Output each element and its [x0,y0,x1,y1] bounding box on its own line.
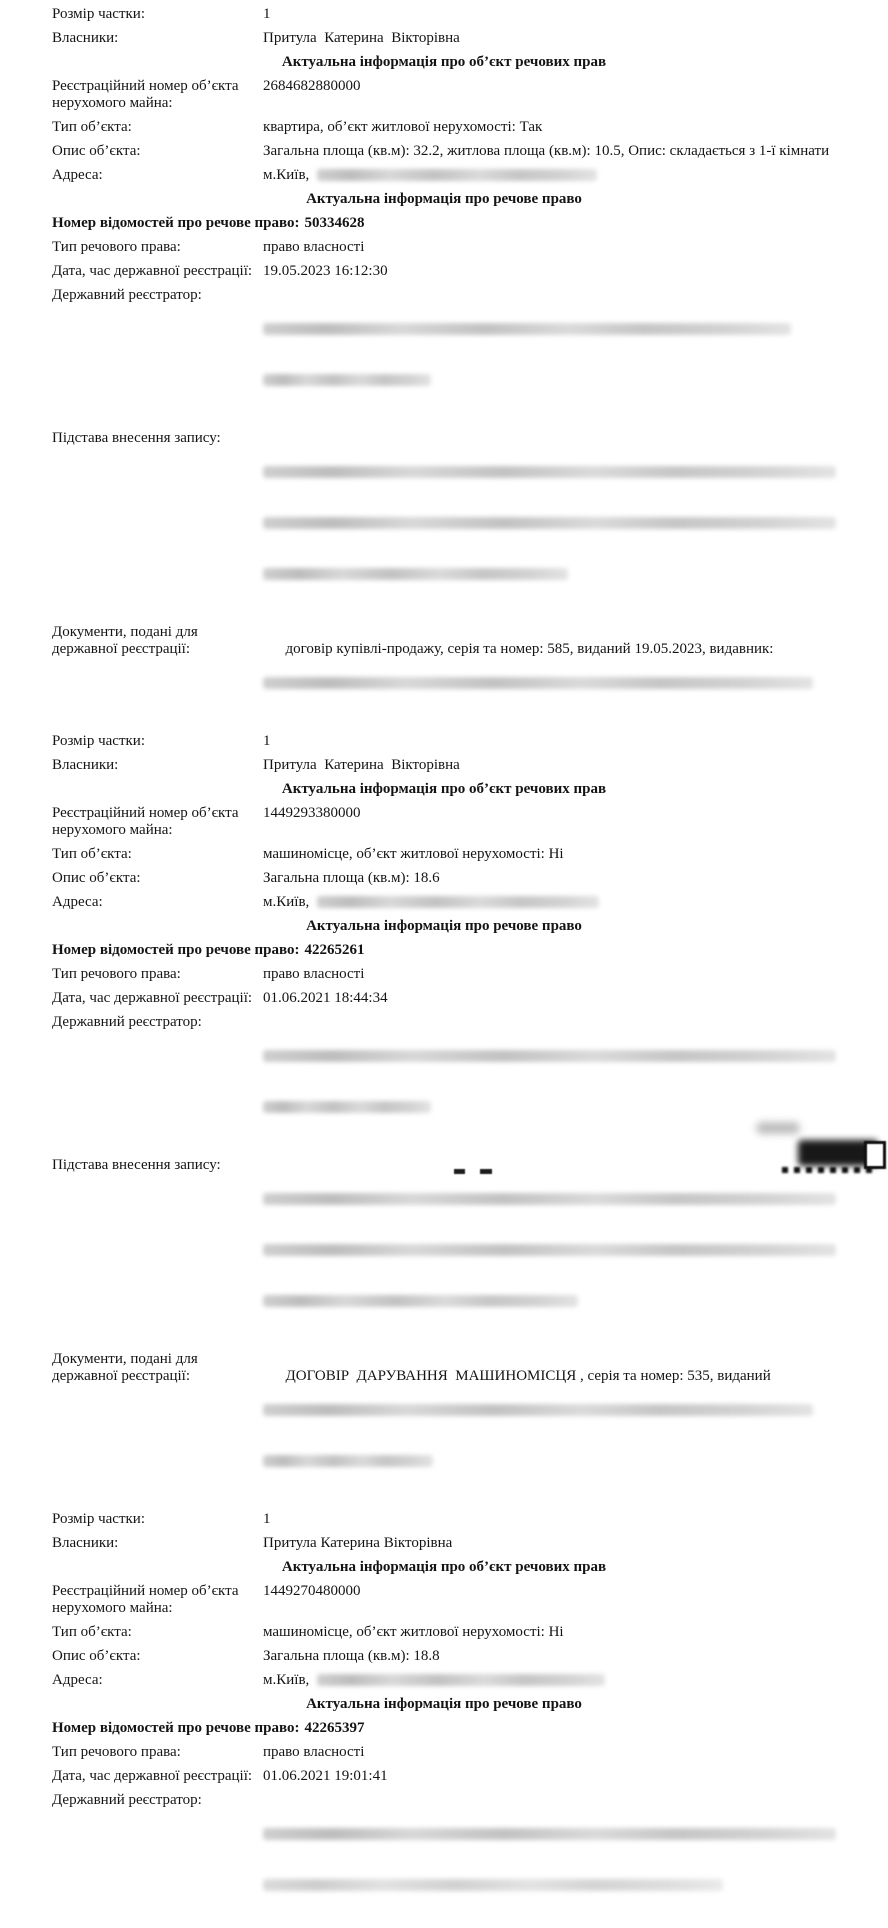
rights-record-number-line [52,1720,836,1737]
redacted-text [263,568,568,580]
address-label: Адреса: [52,894,103,911]
row-share-size [52,1511,836,1528]
page-footer-cut-text [448,1168,508,1174]
row-object-desc [52,870,836,887]
redacted-text [263,1050,836,1062]
redacted-text [263,1244,836,1256]
row-reg-datetime [52,990,836,1007]
footer-cut-mark [480,1169,492,1174]
redacted-text [263,323,791,335]
documents-label: Документи, подані для державної реєстрації: [52,624,198,658]
redacted-text [263,517,836,529]
rights-record-number-value: 42265397 [304,1720,365,1737]
address-label: Адреса: [52,167,103,183]
row-object-type [52,1624,836,1641]
object-desc-label: Опис об’єкта: [52,143,141,159]
row-right-type [52,1744,836,1761]
redacted-text [263,1193,836,1205]
reg-datetime-label: Дата, час державної реєстрації: [52,990,253,1007]
address-city: м.Київ, [263,1672,310,1689]
object-type-label: Тип об’єкта: [52,119,132,135]
object-desc-value: Загальна площа (кв.м): 18.8 [263,1648,440,1665]
reg-number-label: Реєстраційний номер об’єкта нерухомого майна: [52,1583,239,1617]
row-object-type [52,846,836,863]
row-registrar [52,1792,836,1928]
object-type-value: квартира, об’єкт житлової нерухомості: Так [263,119,543,135]
right-type-label: Тип речового права: [52,239,181,256]
row-address [52,1672,836,1689]
row-object-desc [52,143,836,160]
redacted-text [317,1674,605,1686]
row-share-size [52,733,836,750]
share-size-value: 1 [263,733,271,750]
owners-value: Притула Катерина Вікторівна [263,757,460,774]
row-right-type [52,239,836,256]
row-object-desc [52,1648,836,1665]
reg-datetime-value: 19.05.2023 16:12:30 [263,263,388,280]
address-value [263,167,836,184]
object-type-label: Тип об’єкта: [52,1624,132,1641]
address-value [263,894,836,911]
row-owners [52,30,836,47]
row-record-basis [52,1157,836,1344]
registrar-value-redacted [263,1792,836,1928]
rights-record-number-label: Номер відомостей про речове право: [52,942,300,959]
record-basis-value-redacted [263,430,836,617]
right-type-value: право власності [263,966,365,983]
section-header-object-info: Актуальна інформація про об’єкт речових прав [281,1559,607,1576]
object-type-value: машиномісце, об’єкт житлової нерухомості: Ні [263,846,564,863]
row-reg-datetime [52,1768,836,1785]
redacted-text [317,896,599,908]
rights-record-number-label: Номер відомостей про речове право: [52,1720,300,1737]
reg-datetime-label: Дата, час державної реєстрації: [52,263,253,280]
reg-number-label: Реєстраційний номер об’єкта нерухомого майна: [52,805,239,839]
redacted-text [263,1101,431,1113]
object-type-value: машиномісце, об’єкт житлової нерухомості: Ні [263,1624,564,1641]
address-label: Адреса: [52,1672,103,1689]
rights-record-number-line [52,215,836,232]
rights-record-number-value: 42265261 [304,942,365,959]
redacted-text [263,1295,578,1307]
object-type-label: Тип об’єкта: [52,846,132,863]
row-object-type [52,119,836,136]
owners-label: Власники: [52,757,119,774]
address-city: м.Київ, [263,167,310,183]
redacted-text [263,677,813,689]
rights-record-number-line [52,942,836,959]
object-desc-label: Опис об’єкта: [52,1648,141,1665]
record-basis-label: Підстава внесення запису: [52,430,221,447]
owners-label: Власники: [52,1535,119,1552]
documents-value [263,1351,836,1504]
right-type-label: Тип речового права: [52,966,181,983]
section-header-right-info: Актуальна інформація про речове право [306,918,582,935]
stamp-teeth [782,1167,874,1173]
address-city: м.Київ, [263,894,310,911]
row-reg-number [52,805,836,839]
documents-label: Документи, подані для державної реєстрації: [52,1351,198,1385]
object-desc-value: Загальна площа (кв.м): 18.6 [263,870,440,887]
rights-record-number-label: Номер відомостей про речове право: [52,215,300,232]
documents-text: ДОГОВІР ДАРУВАННЯ МАШИНОМІСЦЯ , серія та номер: 535, виданий [285,1368,771,1385]
share-size-label: Розмір частки: [52,6,145,22]
redacted-text [263,374,431,386]
reg-number-value: 1449270480000 [263,1583,361,1600]
registrar-value-redacted [263,287,836,423]
owners-value: Притула Катерина Вікторівна [263,1535,453,1552]
share-size-value: 1 [263,1511,271,1528]
registrar-value-redacted [263,1014,836,1150]
stamp-smudge [756,1122,800,1134]
owners-label: Власники: [52,30,119,46]
right-type-value: право власності [263,1744,365,1761]
registrar-label: Державний реєстратор: [52,1014,202,1031]
reg-number-value: 2684682880000 [263,78,361,94]
row-documents [52,1351,836,1504]
row-reg-number [52,78,836,112]
stamp-box-outline [864,1141,886,1169]
redacted-text [263,1455,433,1467]
rights-record-number-value: 50334628 [304,215,365,232]
row-address [52,894,836,911]
stamp-artifact [756,1120,888,1174]
footer-cut-mark [454,1169,465,1174]
share-size-label: Розмір частки: [52,733,145,750]
section-header-object-info: Актуальна інформація про об’єкт речових прав [281,54,607,70]
redacted-text [263,1828,836,1840]
reg-number-value: 1449293380000 [263,805,361,822]
reg-datetime-value: 01.06.2021 19:01:41 [263,1768,388,1785]
row-owners [52,1535,836,1552]
share-size-value: 1 [263,6,271,22]
redacted-text [263,1404,813,1416]
share-size-label: Розмір частки: [52,1511,145,1528]
row-record-basis [52,430,836,617]
redacted-text [263,466,836,478]
owners-value: Притула Катерина Вікторівна [263,30,460,46]
record-basis-label: Підстава внесення запису: [52,1157,221,1174]
redacted-text [317,169,597,181]
row-documents [52,624,836,726]
section-header-right-info: Актуальна інформація про речове право [306,1696,582,1713]
section-header-right-info: Актуальна інформація про речове право [306,191,582,208]
right-type-value: право власності [263,239,365,256]
documents-text: договір купівлі-продажу, серія та номер: 585, виданий 19.05.2023, видавник: [285,641,774,658]
reg-number-label: Реєстраційний номер об’єкта нерухомого майна: [52,78,239,111]
registrar-label: Державний реєстратор: [52,1792,202,1809]
object-desc-label: Опис об’єкта: [52,870,141,887]
reg-datetime-label: Дата, час державної реєстрації: [52,1768,253,1785]
row-registrar [52,287,836,423]
row-share-size [52,6,836,23]
object-desc-value: Загальна площа (кв.м): 32.2, житлова площа (кв.м): 10.5, Опис: складається з 1-ї кімнати [263,143,830,159]
redacted-text [263,1879,723,1891]
row-reg-number [52,1583,836,1617]
right-type-label: Тип речового права: [52,1744,181,1761]
row-owners [52,757,836,774]
record-basis-value-redacted [263,1157,836,1344]
row-address [52,167,836,184]
row-registrar [52,1014,836,1150]
address-value [263,1672,836,1689]
section-header-object-info: Актуальна інформація про об’єкт речових прав [281,781,607,798]
registrar-label: Державний реєстратор: [52,287,202,304]
documents-value [263,624,836,726]
row-reg-datetime [52,263,836,280]
reg-datetime-value: 01.06.2021 18:44:34 [263,990,388,1007]
row-right-type [52,966,836,983]
